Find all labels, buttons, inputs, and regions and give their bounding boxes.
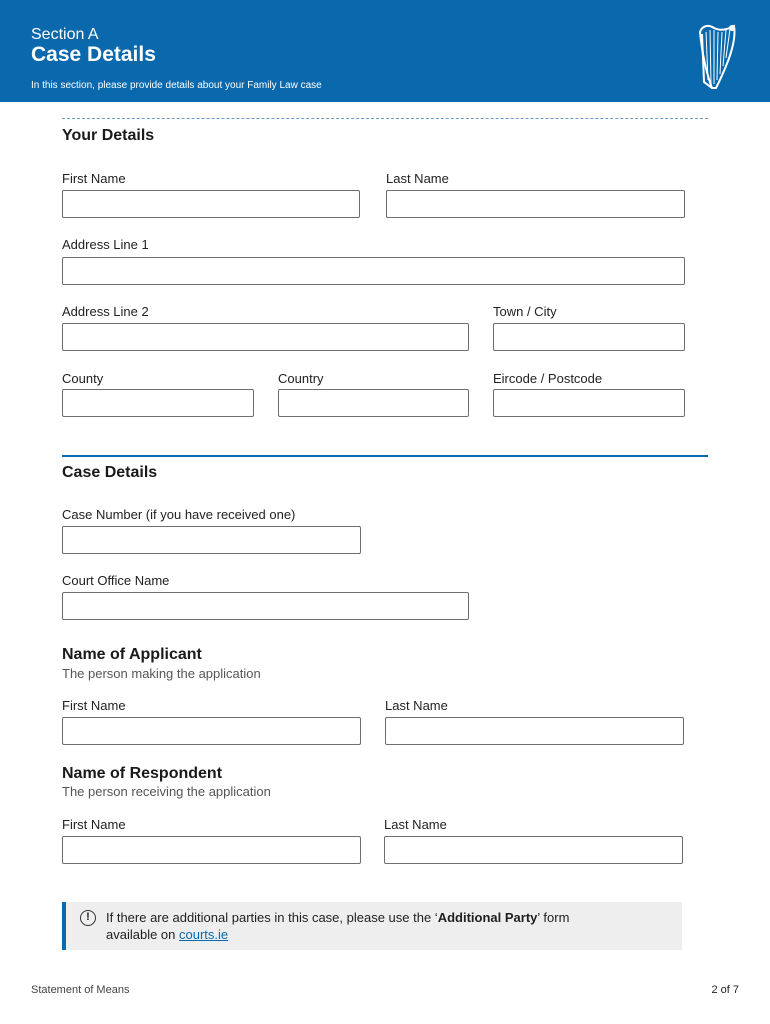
- county-field[interactable]: [62, 389, 254, 417]
- page-number: 2 of 7: [711, 984, 739, 996]
- respondent-first-name-label: First Name: [62, 817, 126, 832]
- section-label: Section A: [31, 26, 99, 43]
- address-line-1-label: Address Line 1: [62, 237, 149, 252]
- section-intro: In this section, please provide details about your Family Law case: [31, 80, 322, 91]
- your-details-heading: Your Details: [62, 127, 155, 144]
- address-line-2-label: Address Line 2: [62, 304, 149, 319]
- country-label: Country: [278, 371, 324, 386]
- country-field[interactable]: [278, 389, 469, 417]
- county-label: County: [62, 371, 104, 386]
- applicant-subheading: The person making the application: [62, 666, 261, 681]
- eircode-label: Eircode / Postcode: [493, 371, 603, 386]
- last-name-field[interactable]: [386, 190, 685, 218]
- respondent-last-name-field[interactable]: [384, 836, 683, 864]
- notice-text-start: If there are additional parties in this case, please use the ‘: [106, 910, 438, 925]
- town-city-label: Town / City: [493, 304, 557, 319]
- applicant-heading: Name of Applicant: [62, 646, 202, 663]
- town-city-field[interactable]: [493, 323, 685, 351]
- case-number-label: Case Number (if you have received one): [62, 507, 296, 522]
- footer-document-title: Statement of Means: [31, 984, 130, 996]
- applicant-first-name-label: First Name: [62, 698, 126, 713]
- additional-party-notice: [62, 902, 682, 950]
- applicant-last-name-label: Last Name: [385, 698, 448, 713]
- courts-ie-link[interactable]: courts.ie: [179, 927, 229, 942]
- court-office-label: Court Office Name: [62, 573, 170, 588]
- applicant-first-name-field[interactable]: [62, 717, 361, 745]
- address-line-2-field[interactable]: [62, 323, 469, 351]
- court-office-field[interactable]: [62, 592, 469, 620]
- section-divider: [62, 455, 708, 457]
- notice-text: [106, 909, 666, 943]
- first-name-label: First Name: [62, 171, 126, 186]
- respondent-heading: Name of Respondent: [62, 765, 223, 782]
- respondent-last-name-label: Last Name: [384, 817, 447, 832]
- info-icon: !: [80, 910, 96, 926]
- case-number-field[interactable]: [62, 526, 361, 554]
- section-divider: [62, 118, 708, 119]
- additional-party-emphasis: Additional Party: [437, 910, 538, 925]
- respondent-first-name-field[interactable]: [62, 836, 361, 864]
- notice-text-end: ’ form: [537, 910, 570, 925]
- applicant-last-name-field[interactable]: [385, 717, 684, 745]
- eircode-field[interactable]: [493, 389, 685, 417]
- harp-icon: [692, 22, 740, 92]
- case-details-heading: Case Details: [62, 464, 158, 481]
- address-line-1-field[interactable]: [62, 257, 685, 285]
- first-name-field[interactable]: [62, 190, 360, 218]
- section-header: [0, 0, 770, 102]
- notice-text-line2: available on: [106, 927, 179, 942]
- last-name-label: Last Name: [386, 171, 449, 186]
- respondent-subheading: The person receiving the application: [62, 784, 271, 799]
- section-title: Case Details: [31, 43, 156, 66]
